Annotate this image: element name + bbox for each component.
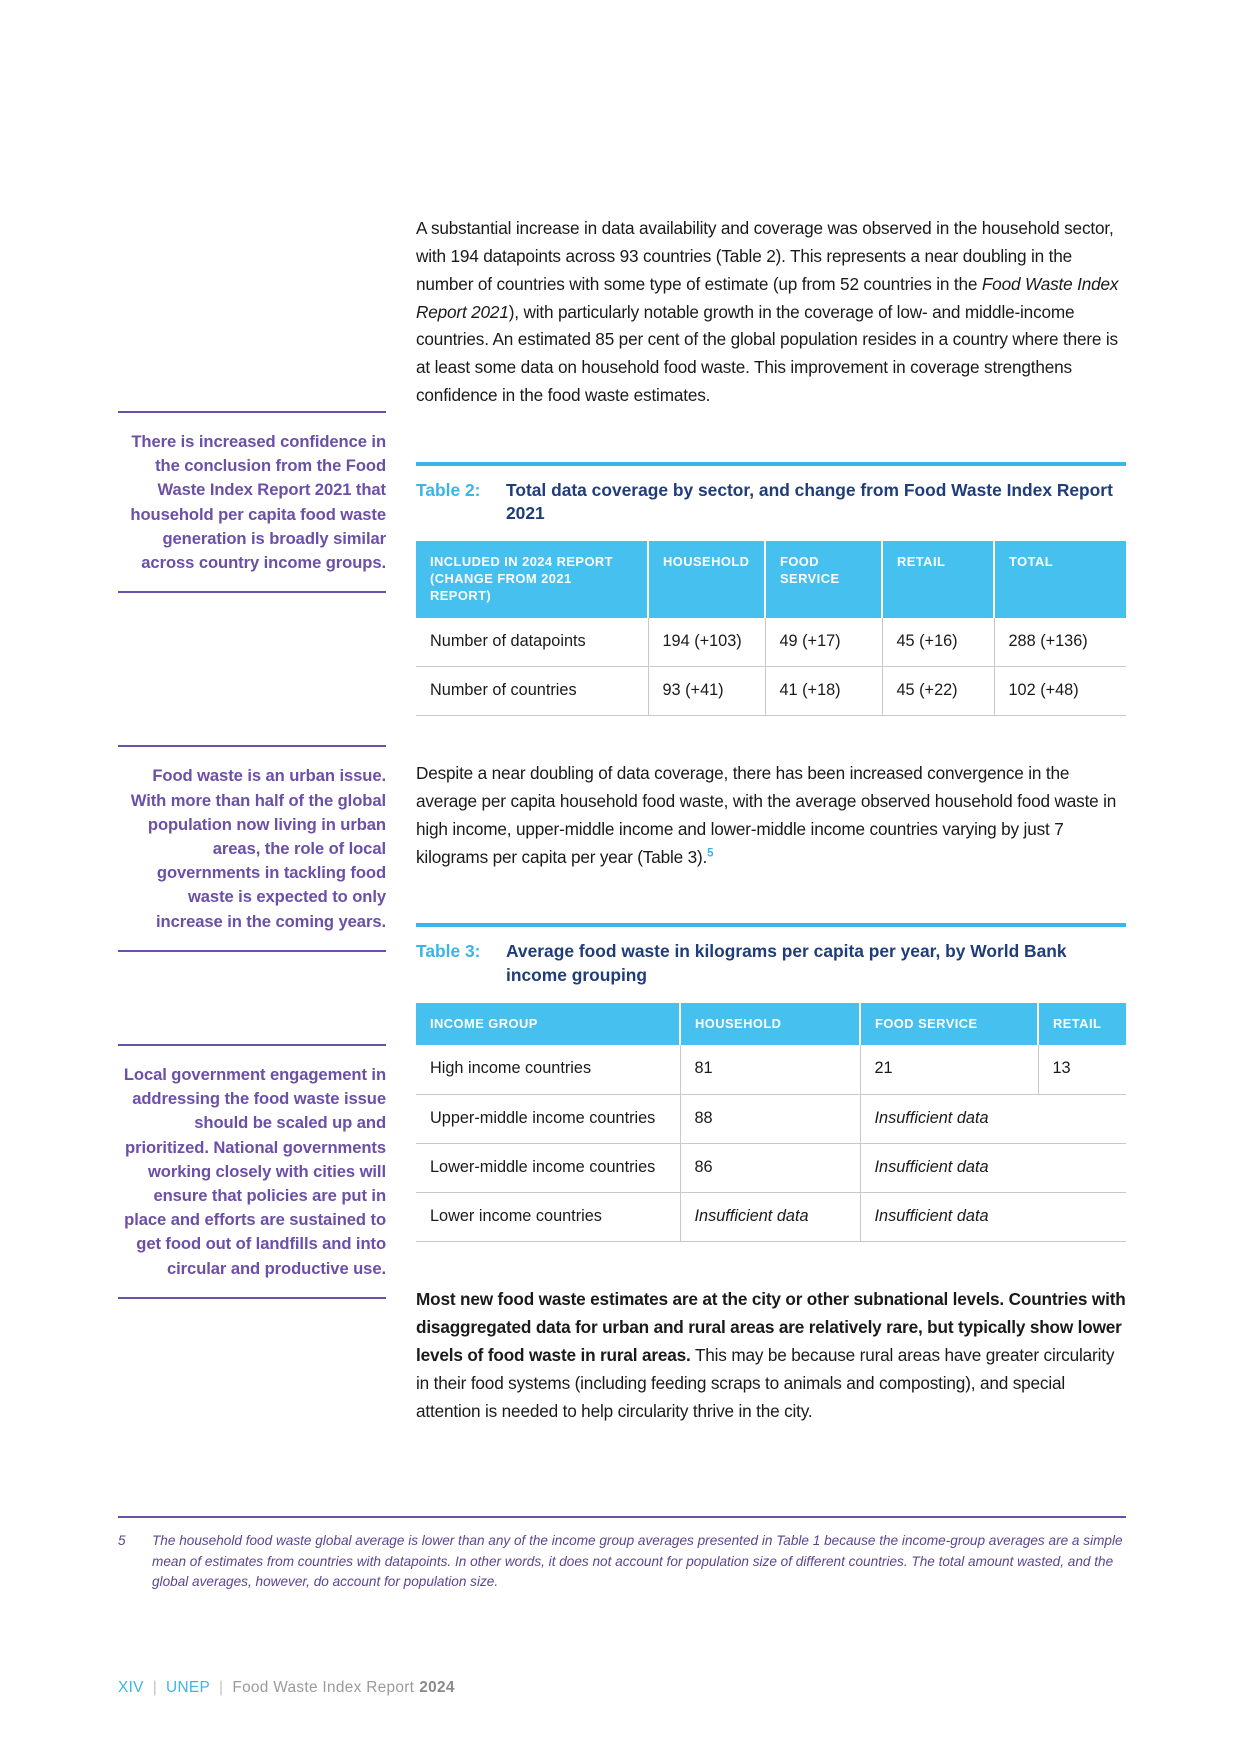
table-3-title: Average food waste in kilograms per capita per year, by World Bank income grouping bbox=[506, 941, 1067, 985]
table-2-caption bbox=[416, 466, 1126, 541]
footer-organization: UNEP bbox=[166, 1679, 211, 1696]
final-paragraph-normal: This may be because rural areas have greater circularity in their food systems (including feeding scraps to animals and composting), and special attention is needed to help circularity thrive in the city. bbox=[416, 1344, 1115, 1421]
table-2-label: Table 2: bbox=[416, 480, 481, 501]
table-3-r4-label: Lower income countries bbox=[416, 1192, 680, 1241]
table-3 bbox=[416, 1003, 1126, 1242]
middle-paragraph bbox=[416, 760, 1126, 871]
table-2 bbox=[416, 541, 1126, 716]
footer-report-title: Food Waste Index Report bbox=[232, 1679, 415, 1696]
final-paragraph-bold: Most new food waste estimates are at the city or other subnational levels. Countries with disaggregated data for urban and rural areas are relatively rare, but typically show lower levels of food waste in rural areas. bbox=[416, 1289, 1126, 1365]
table-3-r2-household: 88 bbox=[680, 1094, 860, 1143]
footnote-divider bbox=[118, 1516, 1126, 1518]
table-3-block bbox=[416, 923, 1126, 1242]
table-3-th-household: HOUSEHOLD bbox=[680, 1003, 860, 1046]
footer-separator-2: | bbox=[219, 1679, 224, 1696]
footnote-number: 5 bbox=[118, 1533, 126, 1548]
table-row bbox=[416, 1094, 1126, 1143]
page-footer bbox=[118, 1679, 455, 1697]
table-row bbox=[416, 666, 1126, 715]
table-2-th-household: HOUSEHOLD bbox=[648, 541, 765, 617]
table-3-r4-insufficient: Insufficient data bbox=[860, 1192, 1126, 1241]
table-2-r1-household: 194 (+103) bbox=[648, 618, 765, 667]
table-2-r1-total: 288 (+136) bbox=[994, 618, 1126, 667]
table-3-th-food-service: FOOD SERVICE bbox=[860, 1003, 1038, 1046]
footnote-marker-5: 5 bbox=[707, 846, 714, 859]
table-3-caption bbox=[416, 927, 1126, 1002]
table-row bbox=[416, 618, 1126, 667]
final-paragraph bbox=[416, 1286, 1126, 1425]
table-2-th-included bbox=[416, 541, 648, 617]
table-2-r2-food-service: 41 (+18) bbox=[765, 666, 882, 715]
table-2-header-row bbox=[416, 541, 1126, 617]
table-2-r2-total: 102 (+48) bbox=[994, 666, 1126, 715]
table-2-r2-label: Number of countries bbox=[416, 666, 648, 715]
intro-part-2: ), with particularly notable growth in the coverage of low- and middle-income countries. An estimated 85 per cent of the global population resides in a country where there is at least some data on household food waste. This improvement in coverage strengthens confidence in the food waste estimates. bbox=[416, 301, 1118, 406]
table-3-r3-label: Lower-middle income countries bbox=[416, 1143, 680, 1192]
table-2-th-included-line1: INCLUDED IN 2024 REPORT bbox=[430, 554, 614, 570]
table-2-r1-label: Number of datapoints bbox=[416, 618, 648, 667]
intro-italic-title: Food Waste Index Report 2021 bbox=[416, 273, 1119, 322]
table-3-header-row bbox=[416, 1003, 1126, 1046]
table-3-th-retail: RETAIL bbox=[1038, 1003, 1126, 1046]
table-3-label: Table 3: bbox=[416, 941, 481, 962]
table-2-title: Total data coverage by sector, and change from Food Waste Index Report 2021 bbox=[506, 480, 1113, 524]
sidebar-column bbox=[118, 215, 386, 1299]
footer-year: 2024 bbox=[419, 1679, 455, 1696]
pull-quote-2: Food waste is an urban issue. With more than half of the global population now living in urban areas, the role of local governments in tackling food waste is expected to only increase in the coming years. bbox=[118, 745, 386, 952]
page-number: XIV bbox=[118, 1679, 144, 1696]
table-row bbox=[416, 1045, 1126, 1094]
table-2-th-service: SERVICE bbox=[780, 571, 840, 587]
footnote-5 bbox=[118, 1531, 1126, 1593]
table-2-r1-retail: 45 (+16) bbox=[882, 618, 994, 667]
table-3-r1-label: High income countries bbox=[416, 1045, 680, 1094]
main-column bbox=[416, 215, 1126, 1425]
intro-paragraph bbox=[416, 215, 1126, 410]
table-2-th-total: TOTAL bbox=[994, 541, 1126, 617]
footer-separator-1: | bbox=[152, 1679, 158, 1696]
footnote-section bbox=[118, 1516, 1126, 1593]
table-3-r3-insufficient: Insufficient data bbox=[860, 1143, 1126, 1192]
pull-quote-1: There is increased confidence in the conclusion from the Food Waste Index Report 2021 that household per capita food waste generation is broadly similar across country income groups. bbox=[118, 411, 386, 593]
table-row bbox=[416, 1143, 1126, 1192]
table-2-r1-food-service: 49 (+17) bbox=[765, 618, 882, 667]
table-2-r2-retail: 45 (+22) bbox=[882, 666, 994, 715]
table-2-th-included-line2: (CHANGE FROM 2021 REPORT) bbox=[430, 571, 572, 603]
table-3-r2-label: Upper-middle income countries bbox=[416, 1094, 680, 1143]
table-2-r2-household: 93 (+41) bbox=[648, 666, 765, 715]
table-3-r4-household: Insufficient data bbox=[680, 1192, 860, 1241]
table-3-r1-household: 81 bbox=[680, 1045, 860, 1094]
intro-part-1: A substantial increase in data availability and coverage was observed in the household sector, with 194 datapoints across 93 countries (Table 2). This represents a near doubling in the number of countries with some type of estimate (up from 52 countries in the bbox=[416, 218, 1114, 294]
table-3-r2-insufficient: Insufficient data bbox=[860, 1094, 1126, 1143]
middle-paragraph-text: Despite a near doubling of data coverage, there has been increased convergence in the average per capita household food waste, with the average observed household food waste in high income, upper-middle income and lower-middle income countries varying by just 7 kilograms per capita per year (Table 3). bbox=[416, 762, 1117, 867]
table-2-block bbox=[416, 462, 1126, 716]
pull-quote-3: Local government engagement in addressing the food waste issue should be scaled up and prioritized. National governments working closely with cities will ensure that policies are put in place and efforts are sustained to get food out of landfills and into circular and productive use. bbox=[118, 1044, 386, 1299]
table-3-r3-household: 86 bbox=[680, 1143, 860, 1192]
table-3-r1-retail: 13 bbox=[1038, 1045, 1126, 1094]
table-2-th-retail: RETAIL bbox=[882, 541, 994, 617]
table-2-th-food-service bbox=[765, 541, 882, 617]
footnote-text: The household food waste global average is lower than any of the income group averages presented in Table 1 because the income-group averages are a simple mean of estimates from countries with datapoints. In other words, it does not account for population size of different countries. The total amount wasted, and the global averages, however, do account for population size. bbox=[152, 1533, 1123, 1590]
table-2-th-food: FOOD bbox=[780, 554, 820, 570]
table-3-th-income-group: INCOME GROUP bbox=[416, 1003, 680, 1046]
table-row bbox=[416, 1192, 1126, 1241]
table-3-r1-food-service: 21 bbox=[860, 1045, 1038, 1094]
